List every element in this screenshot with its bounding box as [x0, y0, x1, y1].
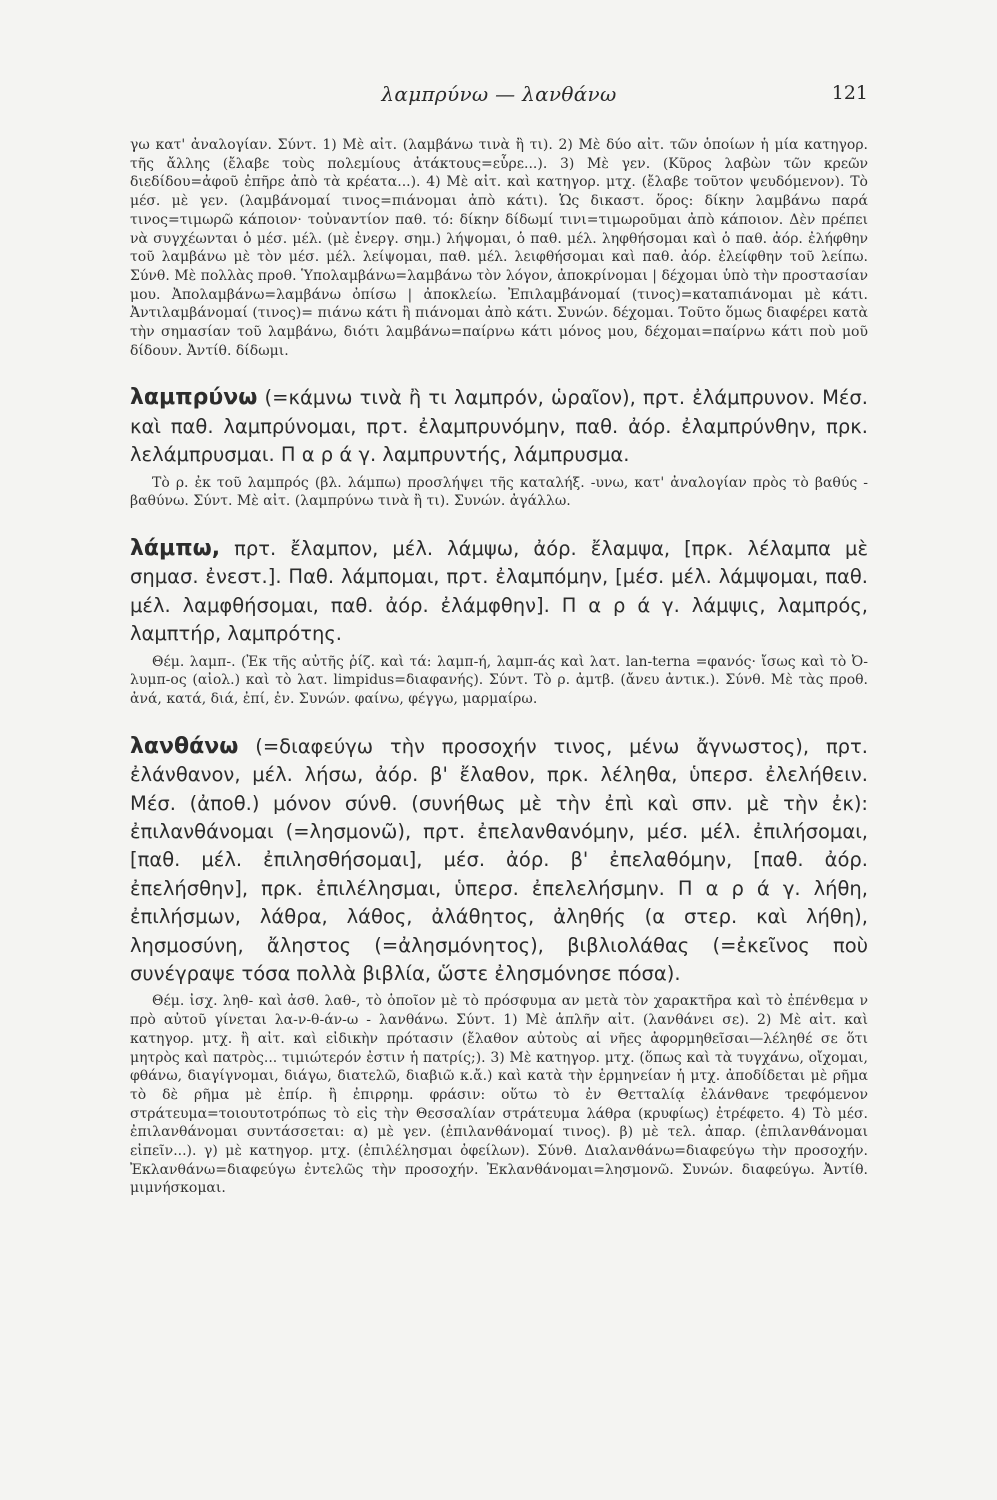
running-header — [130, 82, 868, 112]
entry-forms: (=διαφεύγω τὴν προσοχήν τινος, μένω ἄγνωστος), πρτ. ἐλάνθανον, μέλ. λήσω, ἀόρ. β' ἔλαθον, πρκ. λέληθα, ὑπερσ. ἐλελήθειν. Μέσ. (ἀποθ.) μόνον σύνθ. (συνήθως μὲ τὴν ἐπὶ καὶ σπν. μὲ τὴν ἐκ): ἐπιλανθάνομαι (=λησμονῶ), πρτ. ἐπελανθανόμην, μέσ. μέλ. ἐπιλήσομαι, [παθ. μέλ. ἐπιλησθήσομαι], μέσ. ἀόρ. β' ἐπελαθόμην, [παθ. ἀόρ. ἐπελήσθην], πρκ. ἐπιλέλησμαι, ὑπερσ. ἐπελελήσμην. Π α ρ ά γ. λήθη, ἐπιλήσμων, λάθρα, λάθος, ἀλάθητος, ἀληθής (α στερ. καὶ λήθη), λησμοσύνη, ἄληστος (=ἀλησμόνητος), βιβλιολάθας (=ἐκεῖνος ποὺ συνέγραψε τόσα πολλὰ βιβλία, ὥστε ἐλησμόνησε πόσα). — [130, 734, 868, 986]
continued-entry-text: γω κατ' ἀναλογίαν. Σύντ. 1) Μὲ αἰτ. (λαμβάνω τινὰ ἢ τι). 2) Μὲ δύο αἰτ. τῶν ὁποίων ἡ μία κατηγορ. τῆς ἄλλης (ἔλαβε τοὺς πολεμίους ἀτάκτους=εὗρε...). 3) Μὲ γεν. (Κῦρος λαβὼν τῶν κρεῶν διεδίδου=ἀφοῦ ἐπῆρε ἀπὸ τὰ κρέατα...). 4) Μὲ αἰτ. καὶ κατηγορ. μτχ. (ἔλαβε τοῦτον ψευδόμενον). Τὸ μέσ. μὲ γεν. (λαμβάνομαί τινος=πιάνομαι ἀπὸ κάτι). Ὡς δικαστ. ὅρος: δίκην λαμβάνω παρά τινος=τιμωρῶ κάποιον· τοὐναντίον παθ. τό: δίκην δίδωμί τινι=τιμωροῦμαι ἀπὸ κάποιον. Δὲν πρέπει νὰ συγχέωνται ὁ μέσ. μέλ. (μὲ ἐνεργ. σημ.) λήψομαι, ὁ παθ. μέλ. ληφθήσομαι καὶ ὁ παθ. ἀόρ. ἐλήφθην τοῦ λαμβάνω μὲ τὸν μέσ. μέλ. λείψομαι, παθ. μέλ. λειφθήσομαι καὶ παθ. ἀόρ. ἐλείφθην τοῦ λείπω. Σύνθ. Μὲ πολλὰς προθ. Ὑπολαμβάνω=λαμβάνω τὸν λόγον, ἀποκρίνομαι | δέχομαι ὑπὸ τὴν προστασίαν μου. Ἀπολαμβάνω=λαμβάνω ὀπίσω | ἀποκλείω. Ἐπιλαμβάνομαί (τινος)=καταπιάνομαι μὲ κάτι. Ἀντιλαμβάνομαί (τινος)= πιάνω κάτι ἢ πιάνομαι ἀπὸ κάτι. Συνών. δέχομαι. Τοῦτο ὅμως διαφέρει κατὰ τὴν σημασίαν τοῦ λαμβάνω, διότι λαμβάνω=παίρνω κάτι μόνος μου, δέχομαι=παίρνω κάτι ποὺ μοῦ δίδουν. Ἀντίθ. δίδωμι. — [130, 137, 868, 359]
entry-main-paragraph — [130, 535, 868, 649]
entry-note: Θέμ. λαμπ-. (Ἐκ τῆς αὐτῆς ῥίζ. καὶ τά: λαμπ-ή, λαμπ-άς καὶ λατ. lan-terna =φανός· ἴσως καὶ τὸ Ὀ-λυμπ-ος (αἰολ.) καὶ τὸ λατ. limpidus=διαφανής). Σύντ. Τὸ ρ. ἀμτβ. (ἄνευ ἀντικ.). Σύνθ. Μὲ τὰς προθ. ἀνά, κατά, διά, ἐπί, ἐν. Συνών. φαίνω, φέγγω, μαρμαίρω. — [130, 653, 868, 708]
entry-main — [130, 384, 868, 469]
page-number: 121 — [831, 82, 868, 104]
entry-note: Τὸ ρ. ἐκ τοῦ λαμπρός (βλ. λάμπω) προσλήψει τῆς καταλήξ. -υνω, κατ' ἀναλογίαν πρὸς τὸ βαθύς - βαθύνω. Σύντ. Μὲ αἰτ. (λαμπρύνω τινὰ ἢ τι). Συνών. ἀγάλλω. — [130, 474, 868, 510]
page-body — [130, 136, 868, 1198]
entry-lampō — [130, 535, 868, 709]
continued-entry — [130, 136, 868, 360]
entry-forms: πρτ. ἔλαμπον, μέλ. λάμψω, ἀόρ. ἔλαμψα, [πρκ. λέλαμπα μὲ σημασ. ἐνεστ.]. Παθ. λάμπομαι, πρτ. ἐλαμπόμην, [μέσ. μέλ. λάμψομαι, παθ. μέλ. λαμφθήσομαι, παθ. ἀόρ. ἐλάμφθην]. Π α ρ ά γ. λάμψις, λαμπρός, λαμπτήρ, λαμπρότης. — [130, 537, 868, 646]
headword: λανθάνω — [130, 733, 239, 759]
running-title: λαμπρύνω — λανθάνω — [381, 82, 617, 106]
entry-lamprynō — [130, 384, 868, 511]
entry-lanthanō — [130, 733, 868, 1198]
headword: λαμπρύνω — [130, 385, 258, 411]
entry-note: Θέμ. ἰσχ. ληθ- καὶ ἀσθ. λαθ-, τὸ ὁποῖον μὲ τὸ πρόσφυμα αν μετὰ τὸν χαρακτῆρα καὶ τὸ ἐπένθεμα ν πρὸ αὐτοῦ γίνεται λα-ν-θ-άν-ω - λανθάνω. Σύντ. 1) Μὲ ἁπλῆν αἰτ. (λανθάνει σε). 2) Μὲ αἰτ. καὶ κατηγορ. μτχ. ἢ αἰτ. καὶ εἰδικὴν πρότασιν (ἔλαθον αὐτοὺς αἱ νῆες ἀφορμηθεῖσαι—λέληθέ σε ὅτι μητρὸς καὶ πατρὸς... τιμιώτερόν ἐστιν ἡ πατρίς;). 3) Μὲ κατηγορ. μτχ. (ὅπως καὶ τὰ τυγχάνω, οἴχομαι, φθάνω, διαγίγνομαι, διάγω, διατελῶ, διαβιῶ κ.ἄ.) καὶ κατὰ τὴν ἑρμηνείαν ἡ μτχ. ἀποδίδεται μὲ ρῆμα τὸ δὲ ρῆμα μὲ ἐπίρ. ἢ ἐπιρρημ. φράσιν: οὕτω τὸ ἐν Θετταλίᾳ ἐλάνθανε τρεφόμενον στράτευμα=τοιουτοτρόπως τὸ εἰς τὴν Θεσσαλίαν στράτευμα λάθρα (κρυφίως) ἐτρέφετο. 4) Τὸ μέσ. ἐπιλανθάνομαι συντάσσεται: α) μὲ γεν. (ἐπιλανθάνομαί τινος). β) μὲ τελ. ἀπαρ. (ἐπιλανθάνομαι εἰπεῖν...). γ) μὲ κατηγορ. μτχ. (ἐπιλέλησμαι ὀφείλων). Σύνθ. Διαλανθάνω=διαφεύγω τὴν προσοχήν. Ἐκλανθάνω=διαφεύγω ἐντελῶς τὴν προσοχήν. Ἐκλανθάνομαι=λησμονῶ. Συνών. διαφεύγω. Ἀντίθ. μιμνήσκομαι. — [130, 993, 868, 1197]
entry-forms: (=κάμνω τινὰ ἢ τι λαμπρόν, ὡραῖον), πρτ. ἐλάμπρυνον. Μέσ. καὶ παθ. λαμπρύνομαι, πρτ. ἐλαμπρυνόμην, παθ. ἀόρ. ἐλαμπρύνθην, πρκ. λελάμπρυσμαι. Π α ρ ά γ. λαμπρυντής, λάμπρυσμα. — [130, 386, 868, 467]
entry-main-paragraph — [130, 384, 868, 469]
entry-main — [130, 535, 868, 649]
headword: λάμπω, — [130, 536, 221, 562]
entry-main — [130, 733, 868, 989]
entry-main-paragraph — [130, 733, 868, 989]
